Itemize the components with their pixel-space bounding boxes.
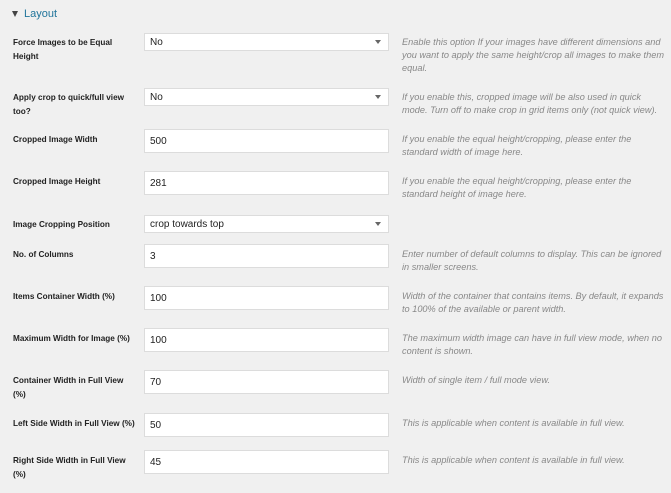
- right-side-width-input[interactable]: [144, 450, 389, 474]
- input-value: 70: [150, 376, 162, 388]
- setting-label: Items Container Width (%): [13, 292, 115, 301]
- cropping-position-select[interactable]: [144, 215, 389, 233]
- max-image-width-input[interactable]: [144, 328, 389, 352]
- setting-description: This is applicable when content is available in full view.: [402, 418, 625, 428]
- setting-description: If you enable the equal height/cropping, please enter the standard height of image here.: [402, 176, 632, 199]
- left-side-width-input[interactable]: [144, 413, 389, 437]
- setting-label: Left Side Width in Full View (%): [13, 419, 135, 428]
- setting-label: Maximum Width for Image (%): [13, 334, 130, 343]
- setting-description: Enable this option If your images have different dimensions and you want to apply the same height/crop all images to make them equal.: [402, 37, 664, 73]
- setting-label: Image Cropping Position: [13, 220, 110, 229]
- columns-input[interactable]: [144, 244, 389, 268]
- caret-down-icon: [12, 11, 18, 17]
- select-value: No: [150, 91, 163, 103]
- input-value: 100: [150, 334, 167, 346]
- select-value: crop towards top: [150, 218, 224, 230]
- input-value: 3: [150, 250, 156, 262]
- setting-description: The maximum width image can have in full view mode, when no content is shown.: [402, 333, 662, 356]
- full-view-width-input[interactable]: [144, 370, 389, 394]
- container-width-input[interactable]: [144, 286, 389, 310]
- setting-label: Container Width in Full View (%): [13, 376, 124, 399]
- setting-label: Cropped Image Width: [13, 135, 98, 144]
- setting-label: Apply crop to quick/full view too?: [13, 93, 124, 116]
- cropped-width-input[interactable]: [144, 129, 389, 153]
- setting-label: Force Images to be Equal Height: [13, 38, 113, 61]
- dropdown-arrow-icon: [375, 222, 381, 226]
- setting-label: Right Side Width in Full View (%): [13, 456, 126, 479]
- input-value: 50: [150, 419, 162, 431]
- cropped-height-input[interactable]: [144, 171, 389, 195]
- select-value: No: [150, 36, 163, 48]
- section-title: Layout: [24, 8, 58, 20]
- setting-label: No. of Columns: [13, 250, 74, 259]
- apply-crop-select[interactable]: [144, 88, 389, 106]
- setting-description: Width of single item / full mode view.: [402, 375, 550, 385]
- setting-description: This is applicable when content is available in full view.: [402, 455, 625, 465]
- input-value: 281: [150, 177, 167, 189]
- setting-description: Enter number of default columns to display. This can be ignored in smaller screens.: [402, 249, 662, 272]
- section-toggle-layout[interactable]: [12, 6, 57, 22]
- dropdown-arrow-icon: [375, 95, 381, 99]
- dropdown-arrow-icon: [375, 40, 381, 44]
- setting-label: Cropped Image Height: [13, 177, 101, 186]
- input-value: 45: [150, 456, 162, 468]
- force-equal-height-select[interactable]: [144, 33, 389, 51]
- input-value: 500: [150, 135, 167, 147]
- setting-description: If you enable this, cropped image will be also used in quick mode. Turn off to make crop in grid items only (not quick view).: [402, 92, 658, 115]
- setting-description: Width of the container that contains items. By default, it expands to 100% of the available or parent width.: [402, 291, 664, 314]
- setting-description: If you enable the equal height/cropping, please enter the standard width of image here.: [402, 134, 632, 157]
- input-value: 100: [150, 292, 167, 304]
